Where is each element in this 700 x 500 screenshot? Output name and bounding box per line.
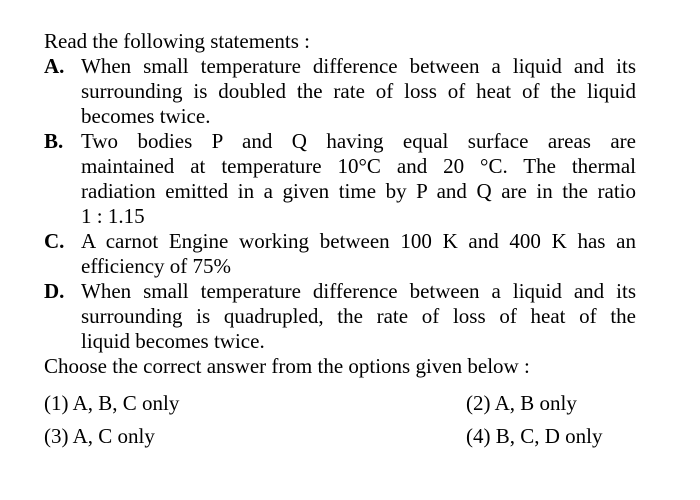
statement-c-line-2: efficiency of 75% bbox=[81, 254, 232, 278]
option-4[interactable]: (4) B, C, D only bbox=[466, 424, 603, 448]
statement-b-line-3: radiation emitted in a given time by P and Q are in the ratio bbox=[81, 179, 636, 203]
statement-a-label: A. bbox=[44, 54, 65, 78]
option-1[interactable]: (1) A, B, C only bbox=[44, 391, 180, 415]
statement-b-label: B. bbox=[44, 129, 64, 153]
statement-a-line-1: When small temperature difference between a liquid and its bbox=[81, 54, 636, 78]
statement-d-line-3: liquid becomes twice. bbox=[81, 329, 265, 353]
statement-a-line-3: becomes twice. bbox=[81, 104, 211, 128]
statement-b-text bbox=[81, 129, 636, 229]
statement-d-line-1: When small temperature difference between a liquid and its bbox=[81, 279, 636, 303]
statement-b-line-4: 1 : 1.15 bbox=[81, 204, 145, 228]
statement-a-line-2: surrounding is doubled the rate of loss of heat of the liquid bbox=[81, 79, 636, 103]
statement-d-line-2: surrounding is quadrupled, the rate of loss of heat of the bbox=[81, 304, 636, 328]
statement-a-text bbox=[81, 54, 636, 129]
answer-prompt: Choose the correct answer from the options given below : bbox=[44, 354, 530, 378]
statement-c-label: C. bbox=[44, 229, 65, 253]
statement-c-line-1: A carnot Engine working between 100 K and 400 K has an bbox=[81, 229, 636, 253]
option-2[interactable]: (2) A, B only bbox=[466, 391, 577, 415]
statement-b-line-1: Two bodies P and Q having equal surface areas are bbox=[81, 129, 636, 153]
question-intro: Read the following statements : bbox=[44, 29, 310, 53]
statement-d-label: D. bbox=[44, 279, 65, 303]
statement-c-text bbox=[81, 229, 636, 279]
option-3[interactable]: (3) A, C only bbox=[44, 424, 155, 448]
statement-b-line-2: maintained at temperature 10°C and 20 °C. The thermal bbox=[81, 154, 636, 178]
statement-d-text bbox=[81, 279, 636, 354]
